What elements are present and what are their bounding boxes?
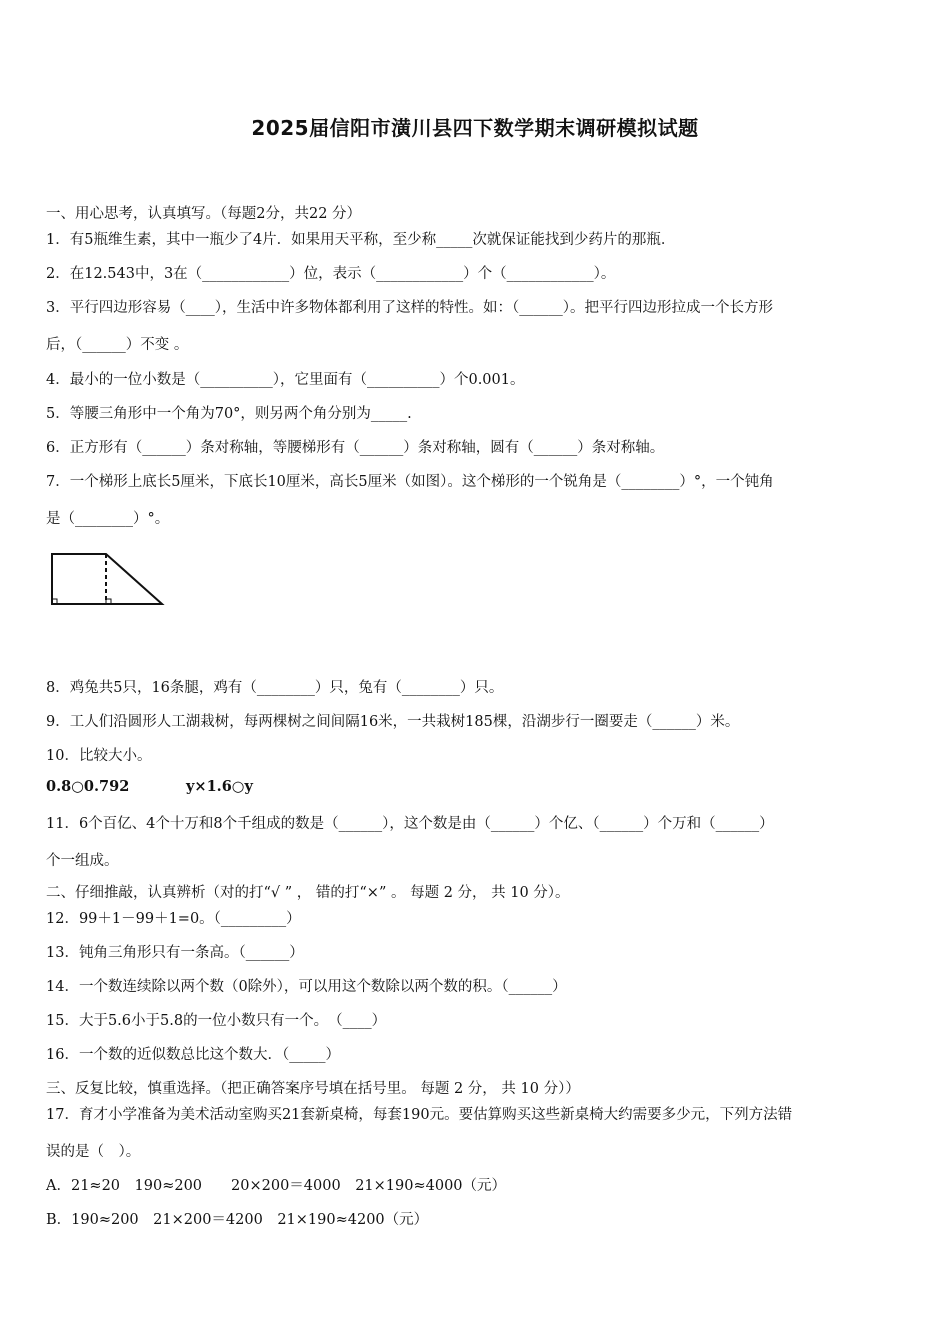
question-12: 12．99＋1－99＋1=0。（_________） [46,911,301,927]
question-3: 3．平行四边形容易（____），生活中许多物体都利用了这样的特性。如：（______）。把平行四边形拉成一个长方形 [46,300,773,316]
question-10-compare-a: 0.8○0.792 [46,778,130,795]
question-3-continued: 后，（______）不变 。 [46,337,189,353]
question-10: 10．比较大小。 [46,748,152,764]
question-1: 1．有5瓶维生素，其中一瓶少了4片．如果用天平称，至少称_____次就保证能找到少药片的那瓶． [46,232,676,248]
question-15: 15．大于5.6小于5.8的一位小数只有一个。 （____） [46,1013,387,1029]
section-3-heading: 三、反复比较，慎重选择。（把正确答案序号填在括号里。 每题 2 分， 共 10 分）） [46,1081,580,1097]
question-2: 2．在12.543中，3在（____________）位，表示（____________）个（____________）。 [46,266,616,282]
section-1-heading: 一、用心思考，认真填写。（每题2分，共22 分） [46,206,362,222]
trapezoid-figure [44,546,168,636]
question-8: 8．鸡兔共5只，16条腿，鸡有（________）只，兔有（________）只。 [46,680,504,696]
section-2-heading: 二、仔细推敲，认真辨析（对的打“√ ” ， 错的打“×” 。 每题 2 分， 共 10 分）。 [46,885,570,901]
question-5: 5．等腰三角形中一个角为70°，则另两个角分别为_____. [46,406,412,422]
question-14: 14．一个数连续除以两个数（0除外），可以用这个数除以两个数的积。（______） [46,979,567,995]
question-17-continued: 误的是（ ）。 [46,1144,141,1160]
question-7-continued: 是（________）°。 [46,511,170,527]
question-4: 4．最小的一位小数是（__________），它里面有（__________）个0.001。 [46,372,525,388]
question-17-option-b: B．190≈200 21×200＝4200 21×190≈4200（元） [46,1212,429,1228]
question-13: 13．钝角三角形只有一条高。（______） [46,945,304,961]
question-17: 17．育才小学准备为美术活动室购买21套新桌椅，每套190元。要估算购买这些新桌椅大约需要多少元，下列方法错 [46,1107,793,1123]
question-10-compare-b: y×1.6○y [186,778,253,795]
question-16: 16．一个数的近似数总比这个数大．（_____） [46,1047,340,1063]
question-11: 11．6个百亿、4个十万和8个千组成的数是（______），这个数是由（______）个亿、（______）个万和（______） [46,816,774,832]
question-11-continued: 个一组成。 [46,853,119,869]
question-17-option-a: A．21≈20 190≈200 20×200＝4000 21×190≈4000（元） [46,1178,507,1194]
question-9: 9．工人们沿圆形人工湖栽树，每两棵树之间间隔16米，一共栽树185棵，沿湖步行一圈要走（______）米。 [46,714,740,730]
question-6: 6．正方形有（______）条对称轴，等腰梯形有（______）条对称轴，圆有（______）条对称轴。 [46,440,665,456]
page-title: 2025届信阳市潢川县四下数学期末调研模拟试题 [251,116,699,140]
question-7: 7．一个梯形上底长5厘米，下底长10厘米，高长5厘米（如图）。这个梯形的一个锐角是（________）°，一个钝角 [46,474,774,490]
